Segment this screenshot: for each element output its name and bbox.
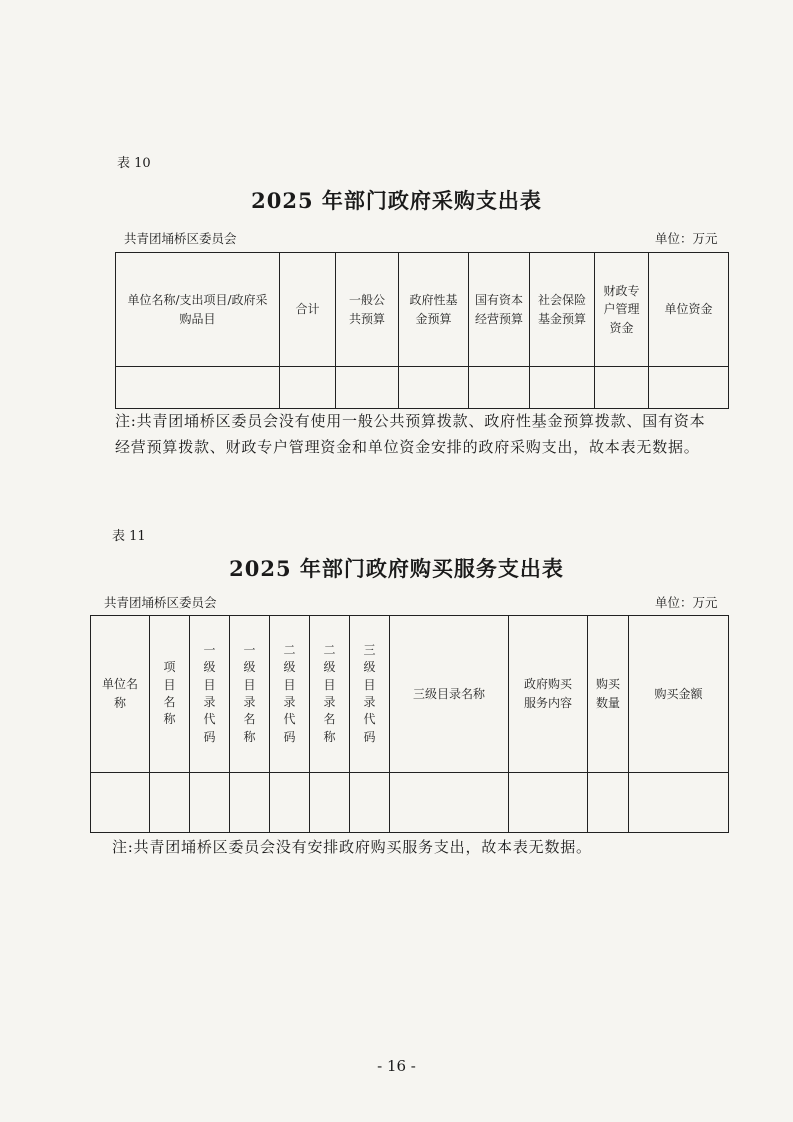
table10-title: 2025 年部门政府采购支出表 <box>251 188 542 213</box>
table11-header-cell: 一级目录代码 <box>190 616 230 773</box>
table10-header-cell: 合计 <box>280 253 336 367</box>
table11-header-cell: 项目名称 <box>150 616 190 773</box>
table10-header-cell: 单位名称/支出项目/政府采购品目 <box>116 253 280 367</box>
table11-header-cell: 三级目录名称 <box>390 616 509 773</box>
table10-note: 注:共青团埇桥区委员会没有使用一般公共预算拨款、政府性基金预算拨款、国有资本经营预算拨款、财政专户管理资金和单位资金安排的政府采购支出，故本表无数据。 <box>115 412 706 456</box>
table11-empty-row <box>91 773 729 833</box>
table10-header-cell: 单位资金 <box>649 253 729 367</box>
table10-header-cell: 一般公共预算 <box>336 253 399 367</box>
table10-header-cell: 国有资本经营预算 <box>469 253 530 367</box>
table11-note: 注:共青团埇桥区委员会没有安排政府购买服务支出，故本表无数据。 <box>112 838 592 856</box>
table10-org: 共青团埇桥区委员会 <box>124 231 237 246</box>
table11-header-row <box>91 616 729 773</box>
table10-empty-row <box>116 367 729 409</box>
table11-header-cell: 二级目录代码 <box>270 616 310 773</box>
table10-header-cell: 政府性基金预算 <box>399 253 469 367</box>
table11-header-cell: 单位名称 <box>91 616 150 773</box>
page-number: - 16 - <box>377 1057 416 1075</box>
table10-label: 表 10 <box>117 156 151 171</box>
table10-grid <box>115 252 729 409</box>
table11-label: 表 11 <box>112 529 146 544</box>
table11-header-cell: 购买数量 <box>588 616 629 773</box>
table10-header-cell: 财政专户管理资金 <box>595 253 649 367</box>
table10-unit: 单位：万元 <box>655 231 718 246</box>
table11-unit: 单位：万元 <box>655 595 718 610</box>
table11-header-cell: 政府购买服务内容 <box>509 616 588 773</box>
table10-header-cell: 社会保险基金预算 <box>530 253 595 367</box>
table11-title: 2025 年部门政府购买服务支出表 <box>229 556 564 581</box>
table11-grid <box>90 615 729 833</box>
table11-header-cell: 二级目录名称 <box>310 616 350 773</box>
table11-header-cell: 购买金额 <box>629 616 729 773</box>
table11-org: 共青团埇桥区委员会 <box>104 595 217 610</box>
table10-header-row <box>116 253 729 367</box>
table11-header-cell: 三级目录代码 <box>350 616 390 773</box>
table11-header-cell: 一级目录名称 <box>230 616 270 773</box>
